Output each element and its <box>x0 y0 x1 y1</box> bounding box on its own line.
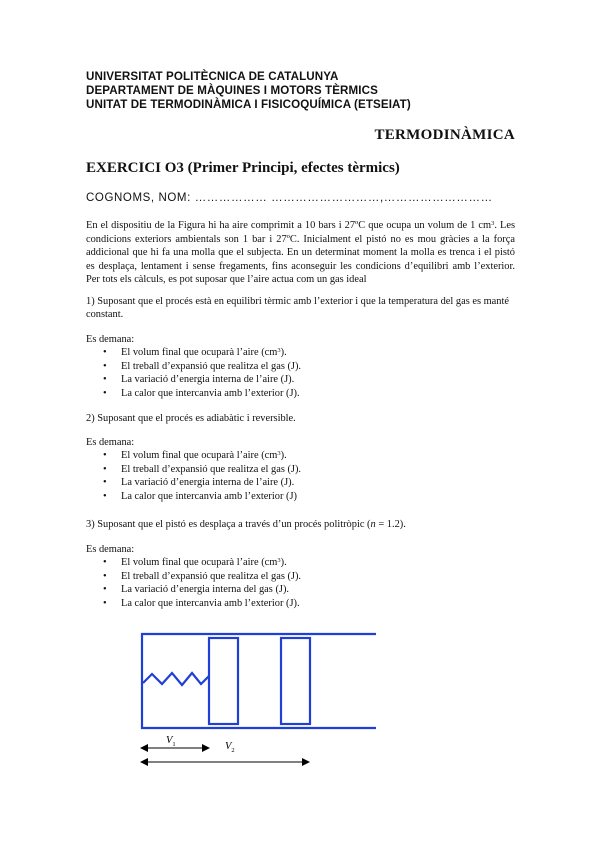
list-item: • La calor que intercanvia amb l’exterior (J) <box>103 490 297 502</box>
list-item: • La variació d’energia interna de l’aire (J). <box>103 374 295 386</box>
subject-title: TERMODINÀMICA <box>374 127 515 143</box>
university-name: UNIVERSITAT POLITÈCNICA DE CATALUNYA <box>86 70 339 83</box>
list-item: • El treball d’expansió que realitza el gas (J). <box>103 360 302 372</box>
list-item: • La calor que intercanvia amb l’exterior (J). <box>103 387 300 399</box>
list-item: • La variació d’energia interna de l’aire (J). <box>103 477 295 489</box>
asks-label: Es demana: <box>86 437 135 448</box>
list-item: • El volum final que ocuparà l’aire $(cm^3)$. <box>103 450 287 462</box>
v2-label: $V_2$ <box>225 741 235 754</box>
department-name: DEPARTAMENT DE MÀQUINES I MOTORS TÈRMICS <box>86 84 378 97</box>
question-2-text: 2) Suposant que el procés es adiabàtic i reversible. <box>86 413 296 424</box>
question-3-text: 3) Suposant que el pistó es desplaça a través d’un procés politròpic (n = 1.2). <box>86 519 406 530</box>
name-field-line: COGNOMS, NOM: ……………… ………………………,……………………… <box>86 192 493 204</box>
list-item: • La variació d’energia interna del gas (J). <box>103 584 290 596</box>
question-1-text: 1) Suposant que el procés està en equilibri tèrmic amb l’exterior i que la temperatura del gas es manté constant. <box>86 296 509 321</box>
v1-label: $V_1$ <box>166 735 176 748</box>
piston-final <box>281 638 310 724</box>
list-item: • El volum final que ocuparà l’aire $(cm^3)$. <box>103 347 287 359</box>
cylinder-walls <box>142 634 376 728</box>
list-item: • El treball d’expansió que realitza el gas (J). <box>103 570 302 582</box>
asks-label: Es demana: <box>86 334 135 345</box>
exercise-title: EXERCICI O3 (Primer Principi, efectes tèrmics) <box>86 160 400 176</box>
spring <box>143 673 209 685</box>
intro-paragraph: En el dispositiu de la Figura hi ha aire comprimit a 10 bars i 27ºC que ocupa un volum de 1 $cm^3$. Les condicions exteriors ambientals son 1 bar i 27ºC. Inicialment el pistó no es mou gràcies a la força addicional que hi fa una molla que el subjecta. En un determinat moment la molla es trenca i el pistó es desplaça, lentament i sense fregaments, fins aconseguir les condicions d’equilibri amb l’exterior. Per tots els càlculs, es pot suposar que l’aire actua com un gas ideal <box>86 220 516 286</box>
list-item: • La calor que intercanvia amb l’exterior (J). <box>103 597 300 609</box>
asks-label: Es demana: <box>86 544 135 555</box>
piston-initial <box>209 638 238 724</box>
list-item: • El treball d’expansió que realitza el gas (J). <box>103 463 302 475</box>
list-item: • El volum final que ocuparà l’aire $(cm^3)$. <box>103 557 287 569</box>
unit-name: UNITAT DE TERMODINÀMICA I FISICOQUÍMICA (ETSEIAT) <box>86 98 411 111</box>
